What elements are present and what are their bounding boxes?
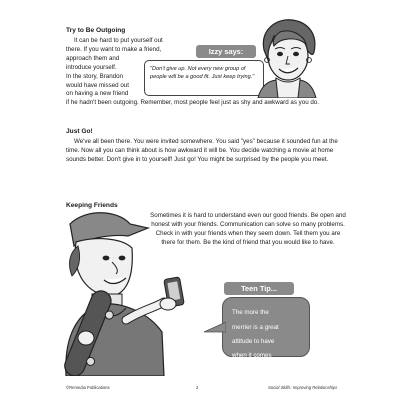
izzy-portrait-illustration: [248, 16, 326, 98]
just-go-paragraph: We've all been there. You were invited somewhere. You said "yes" because it sounded fun at the time. Now all you can think about is how awkward it will be. You decide watching a movie at home sounds better. Don't give in to yourself! Just go! You might be surprised by the people you meet.: [66, 138, 338, 163]
teen-tip-line: merrier is a great: [232, 323, 279, 331]
footer-page-number: 2: [196, 385, 199, 390]
outgoing-paragraph-continuation: if he hadn't been outgoing. Remember, most people feel just as shy and awkward as you do.: [66, 99, 319, 106]
footer-publisher: ©Remedia Publications: [66, 385, 110, 390]
keeping-friends-paragraph: Sometimes it is hard to understand even our good friends. Be open and honest with your friends. Communication can solve so many problems. Check in with your friends when they seem down. Tell them you are there for them. Be the kind of friend that you would like to have.: [150, 212, 346, 246]
izzy-says-tag: Izzy says:: [196, 45, 256, 58]
outgoing-line: would have missed out: [66, 81, 129, 89]
outgoing-line: on having a new friend: [66, 90, 129, 98]
teen-with-skateboard-illustration: [56, 208, 206, 376]
teen-tip-line: attitude to have: [232, 337, 275, 345]
izzy-quote: "Don't give up. Not every new group of people will be a good fit. Just keep trying.": [150, 66, 255, 80]
teen-tip-line: when it comes: [232, 352, 272, 360]
outgoing-line: In the story, Brandon: [66, 72, 123, 80]
outgoing-line: introduce yourself.: [66, 63, 117, 71]
outgoing-line: there. If you want to make a friend,: [66, 45, 162, 53]
outgoing-line: approach them and: [66, 54, 120, 62]
heading-try-to-be-outgoing: Try to Be Outgoing: [66, 27, 126, 34]
heading-keeping-friends: Keeping Friends: [66, 202, 118, 209]
teen-tip-tag: Teen Tip...: [224, 282, 294, 295]
teen-tip-text-column: [232, 303, 306, 381]
footer-book-title: Social Skills: Improving Relationships: [268, 385, 338, 390]
teen-tip-line: The more the: [232, 309, 269, 317]
teen-tip-bubble-pointer: [204, 322, 226, 334]
outgoing-line: It can be hard to put yourself out: [74, 37, 163, 44]
heading-just-go: Just Go!: [66, 128, 93, 135]
teen-tip-line: to friends.: [232, 366, 260, 374]
